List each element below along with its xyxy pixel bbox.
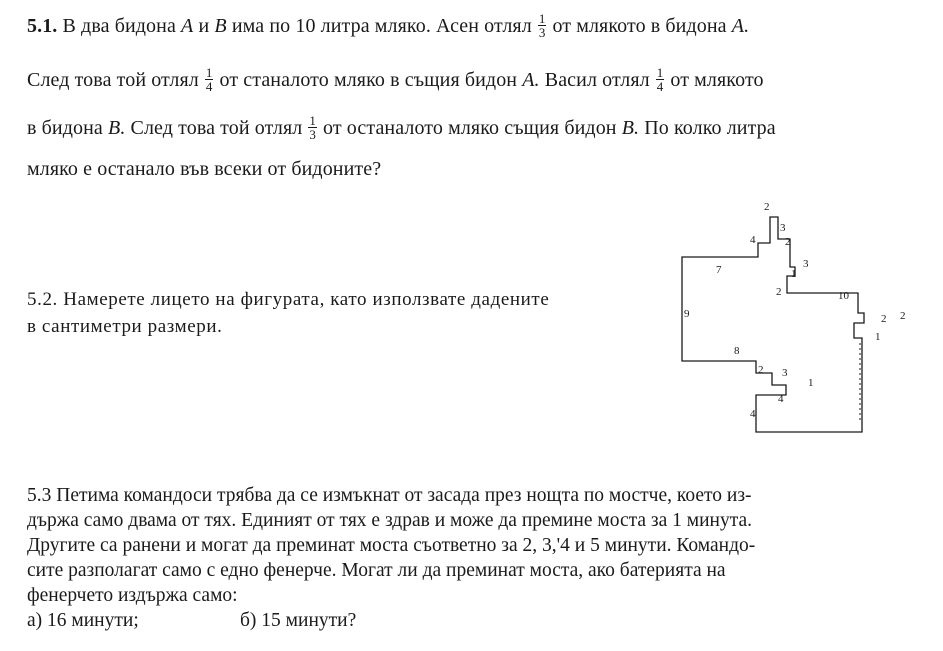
figure-label-2: 2 (785, 236, 791, 248)
figure-label-3: 3 (782, 367, 788, 379)
figure-label-8: 8 (734, 345, 740, 357)
figure-label-1: 1 (791, 268, 797, 280)
problem-5-3-line-5: фенерчето издържа само: (27, 585, 238, 606)
problem-5-3-option-b: б) 15 минути? (240, 610, 357, 631)
problem-5-1-line-3: в бидона B. След това той отлял $\frac{1}{3}$ от останалото мляко същия бидон B. По колко литра (27, 113, 776, 142)
problem-5-1-line-4: мляко е останало във всеки от бидоните? (27, 158, 382, 180)
fraction: $\frac{1}{3}$ (309, 113, 317, 142)
figure-label-4: 4 (778, 393, 784, 405)
figure-label-2: 2 (776, 286, 782, 298)
figure-label-3: 3 (803, 258, 809, 270)
problem-number: 5.1. (27, 15, 58, 38)
problem-5-2-line-1: 5.2. Намерете лицето на фигурата, като използвате дадените (27, 289, 550, 310)
problem-5-3-line-3: Другите са ранени и могат да преминат моста съответно за 2, 3,'4 и 5 минути. Командо- (27, 535, 756, 556)
figure-label-2: 2 (881, 313, 887, 325)
fraction: $\frac{1}{3}$ (538, 11, 546, 40)
problem-5-3-line-1: 5.3 Петима командоси трябва да се измъкнат от засада през нощта по мостче, което из- (27, 485, 752, 506)
fraction: $\frac{1}{4}$ (656, 65, 664, 94)
fraction: $\frac{1}{4}$ (205, 65, 213, 94)
figure-label-9: 9 (684, 308, 690, 320)
problem-5-3-line-4: сите разполагат само с едно фенерче. Могат ли да преминат моста, ако батерията на (27, 560, 726, 581)
figure-label-4: 4 (750, 234, 756, 246)
figure-label-7: 7 (716, 264, 722, 276)
figure-label-3: 3 (780, 222, 786, 234)
figure-label-1: 1 (875, 331, 881, 343)
problem-5-1-line-2: След това той отлял $\frac{1}{4}$ от станалото мляко в същия бидон A. Васил отлял $\frac{1}{4}$ от млякото (27, 65, 764, 94)
figure-label-1: 1 (808, 377, 814, 389)
problem-5-3-line-2: държа само двама от тях. Единият от тях е здрав и може да премине моста за 1 минута. (27, 510, 753, 531)
figure-label-4: 4 (750, 408, 756, 420)
figure-label-2: 2 (900, 310, 906, 322)
problem-5-1-line-1: 5.1. В два бидона A и B има по 10 литра мляко. Асен отлял $\frac{1}{3}$ от млякото в бидона A. (27, 11, 750, 40)
polygon-figure (670, 195, 920, 445)
problem-5-2-line-2: в сантиметри размери. (27, 316, 223, 337)
figure-outline (682, 217, 864, 432)
figure-label-2: 2 (758, 364, 764, 376)
figure-label-2: 2 (764, 201, 770, 213)
figure-label-10: 10 (838, 290, 849, 302)
problem-5-3-option-a: а) 16 минути; (27, 610, 139, 631)
